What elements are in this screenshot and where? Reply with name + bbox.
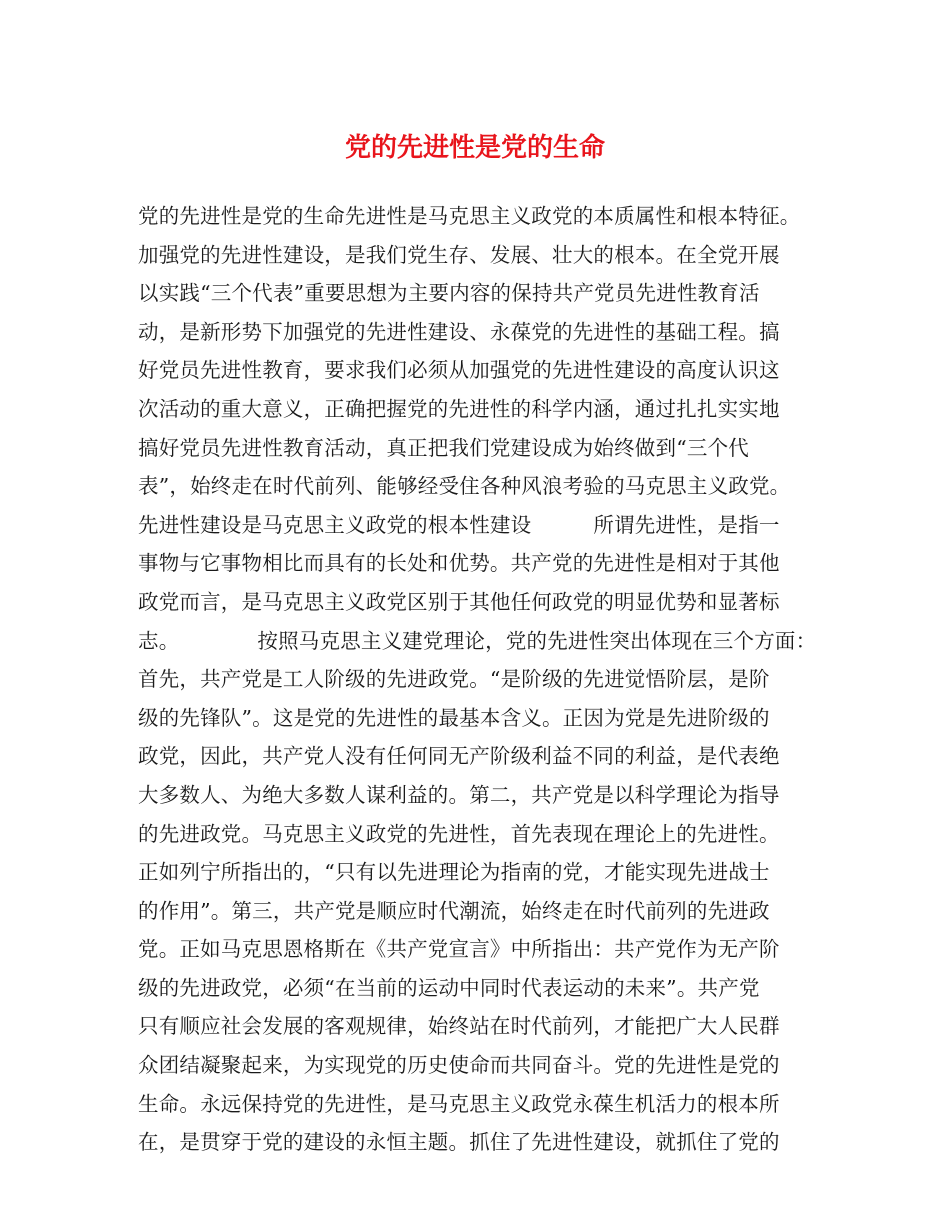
body-line: 动，是新形势下加强党的先进性建设、永葆党的先进性的基础工程。搞 — [138, 319, 780, 344]
body-line: 事物与它事物相比而具有的长处和优势。共产党的先进性是相对于其他 — [138, 551, 780, 576]
body-line: 以实践“三个代表”重要思想为主要内容的保持共产党员先进性教育活 — [138, 281, 760, 306]
document-title: 党的先进性是党的生命 — [344, 133, 605, 163]
body-line: 正如列宁所指出的，“只有以先进理论为指南的党，才能实现先进战士 — [138, 860, 770, 885]
document-body — [138, 197, 828, 1162]
body-line: 的先进政党。马克思主义政党的先进性，首先表现在理论上的先进性。 — [138, 821, 780, 846]
body-line-with-gap — [138, 506, 828, 545]
body-line: 党的先进性是党的生命先进性是马克思主义政党的本质属性和根本特征。 — [138, 204, 801, 228]
paragraph-start-text: 按照马克思主义建党理论，党的先进性突出体现在三个方面： — [257, 628, 817, 653]
body-line: 搞好党员先进性教育活动，真正把我们党建设成为始终做到“三个代 — [138, 435, 749, 460]
body-line: 的作用”。第三，共产党是顺应时代潮流，始终走在时代前列的先进政 — [138, 898, 770, 923]
body-line: 政党，因此，共产党人没有任何同无产阶级利益不同的利益，是代表绝 — [138, 744, 780, 769]
body-line: 级的先进政党，必须“在当前的运动中同时代表运动的未来”。共产党 — [138, 975, 760, 1000]
paragraph-end-text: 志。 — [138, 628, 180, 653]
body-line-with-gap — [138, 622, 828, 661]
body-line: 首先，共产党是工人阶级的先进政党。“是阶级的先进觉悟阶层，是阶 — [138, 667, 770, 692]
body-line: 大多数人、为绝大多数人谋利益的。第二，共产党是以科学理论为指导 — [138, 782, 780, 807]
body-line: 只有顺应社会发展的客观规律，始终站在时代前列，才能把广大人民群 — [138, 1014, 780, 1039]
body-line: 级的先锋队”。这是党的先进性的最基本含义。正因为党是先进阶级的 — [138, 705, 770, 730]
body-line: 加强党的先进性建设，是我们党生存、发展、壮大的根本。在全党开展 — [138, 242, 780, 267]
body-line: 表”，始终走在时代前列、能够经受住各种风浪考验的马克思主义政党。 — [138, 474, 791, 499]
body-line: 在，是贯穿于党的建设的永恒主题。抓住了先进性建设，就抓住了党的 — [138, 1130, 780, 1155]
body-line: 政党而言，是马克思主义政党区别于其他任何政党的明显优势和显著标 — [138, 589, 780, 614]
body-line: 好党员先进性教育，要求我们必须从加强党的先进性建设的高度认识这 — [138, 358, 780, 383]
body-line: 生命。永远保持党的先进性，是马克思主义政党永葆生机活力的根本所 — [138, 1091, 780, 1116]
body-line: 党。正如马克思恩格斯在《共产党宣言》中所指出：共产党作为无产阶 — [138, 937, 780, 962]
section-heading-text: 先进性建设是马克思主义政党的根本性建设 — [138, 512, 532, 537]
body-line: 众团结凝聚起来，为实现党的历史使命而共同奋斗。党的先进性是党的 — [138, 1053, 780, 1078]
paragraph-start-text: 所谓先进性，是指一 — [593, 512, 780, 537]
body-line: 次活动的重大意义，正确把握党的先进性的科学内涵，通过扎扎实实地 — [138, 396, 780, 421]
